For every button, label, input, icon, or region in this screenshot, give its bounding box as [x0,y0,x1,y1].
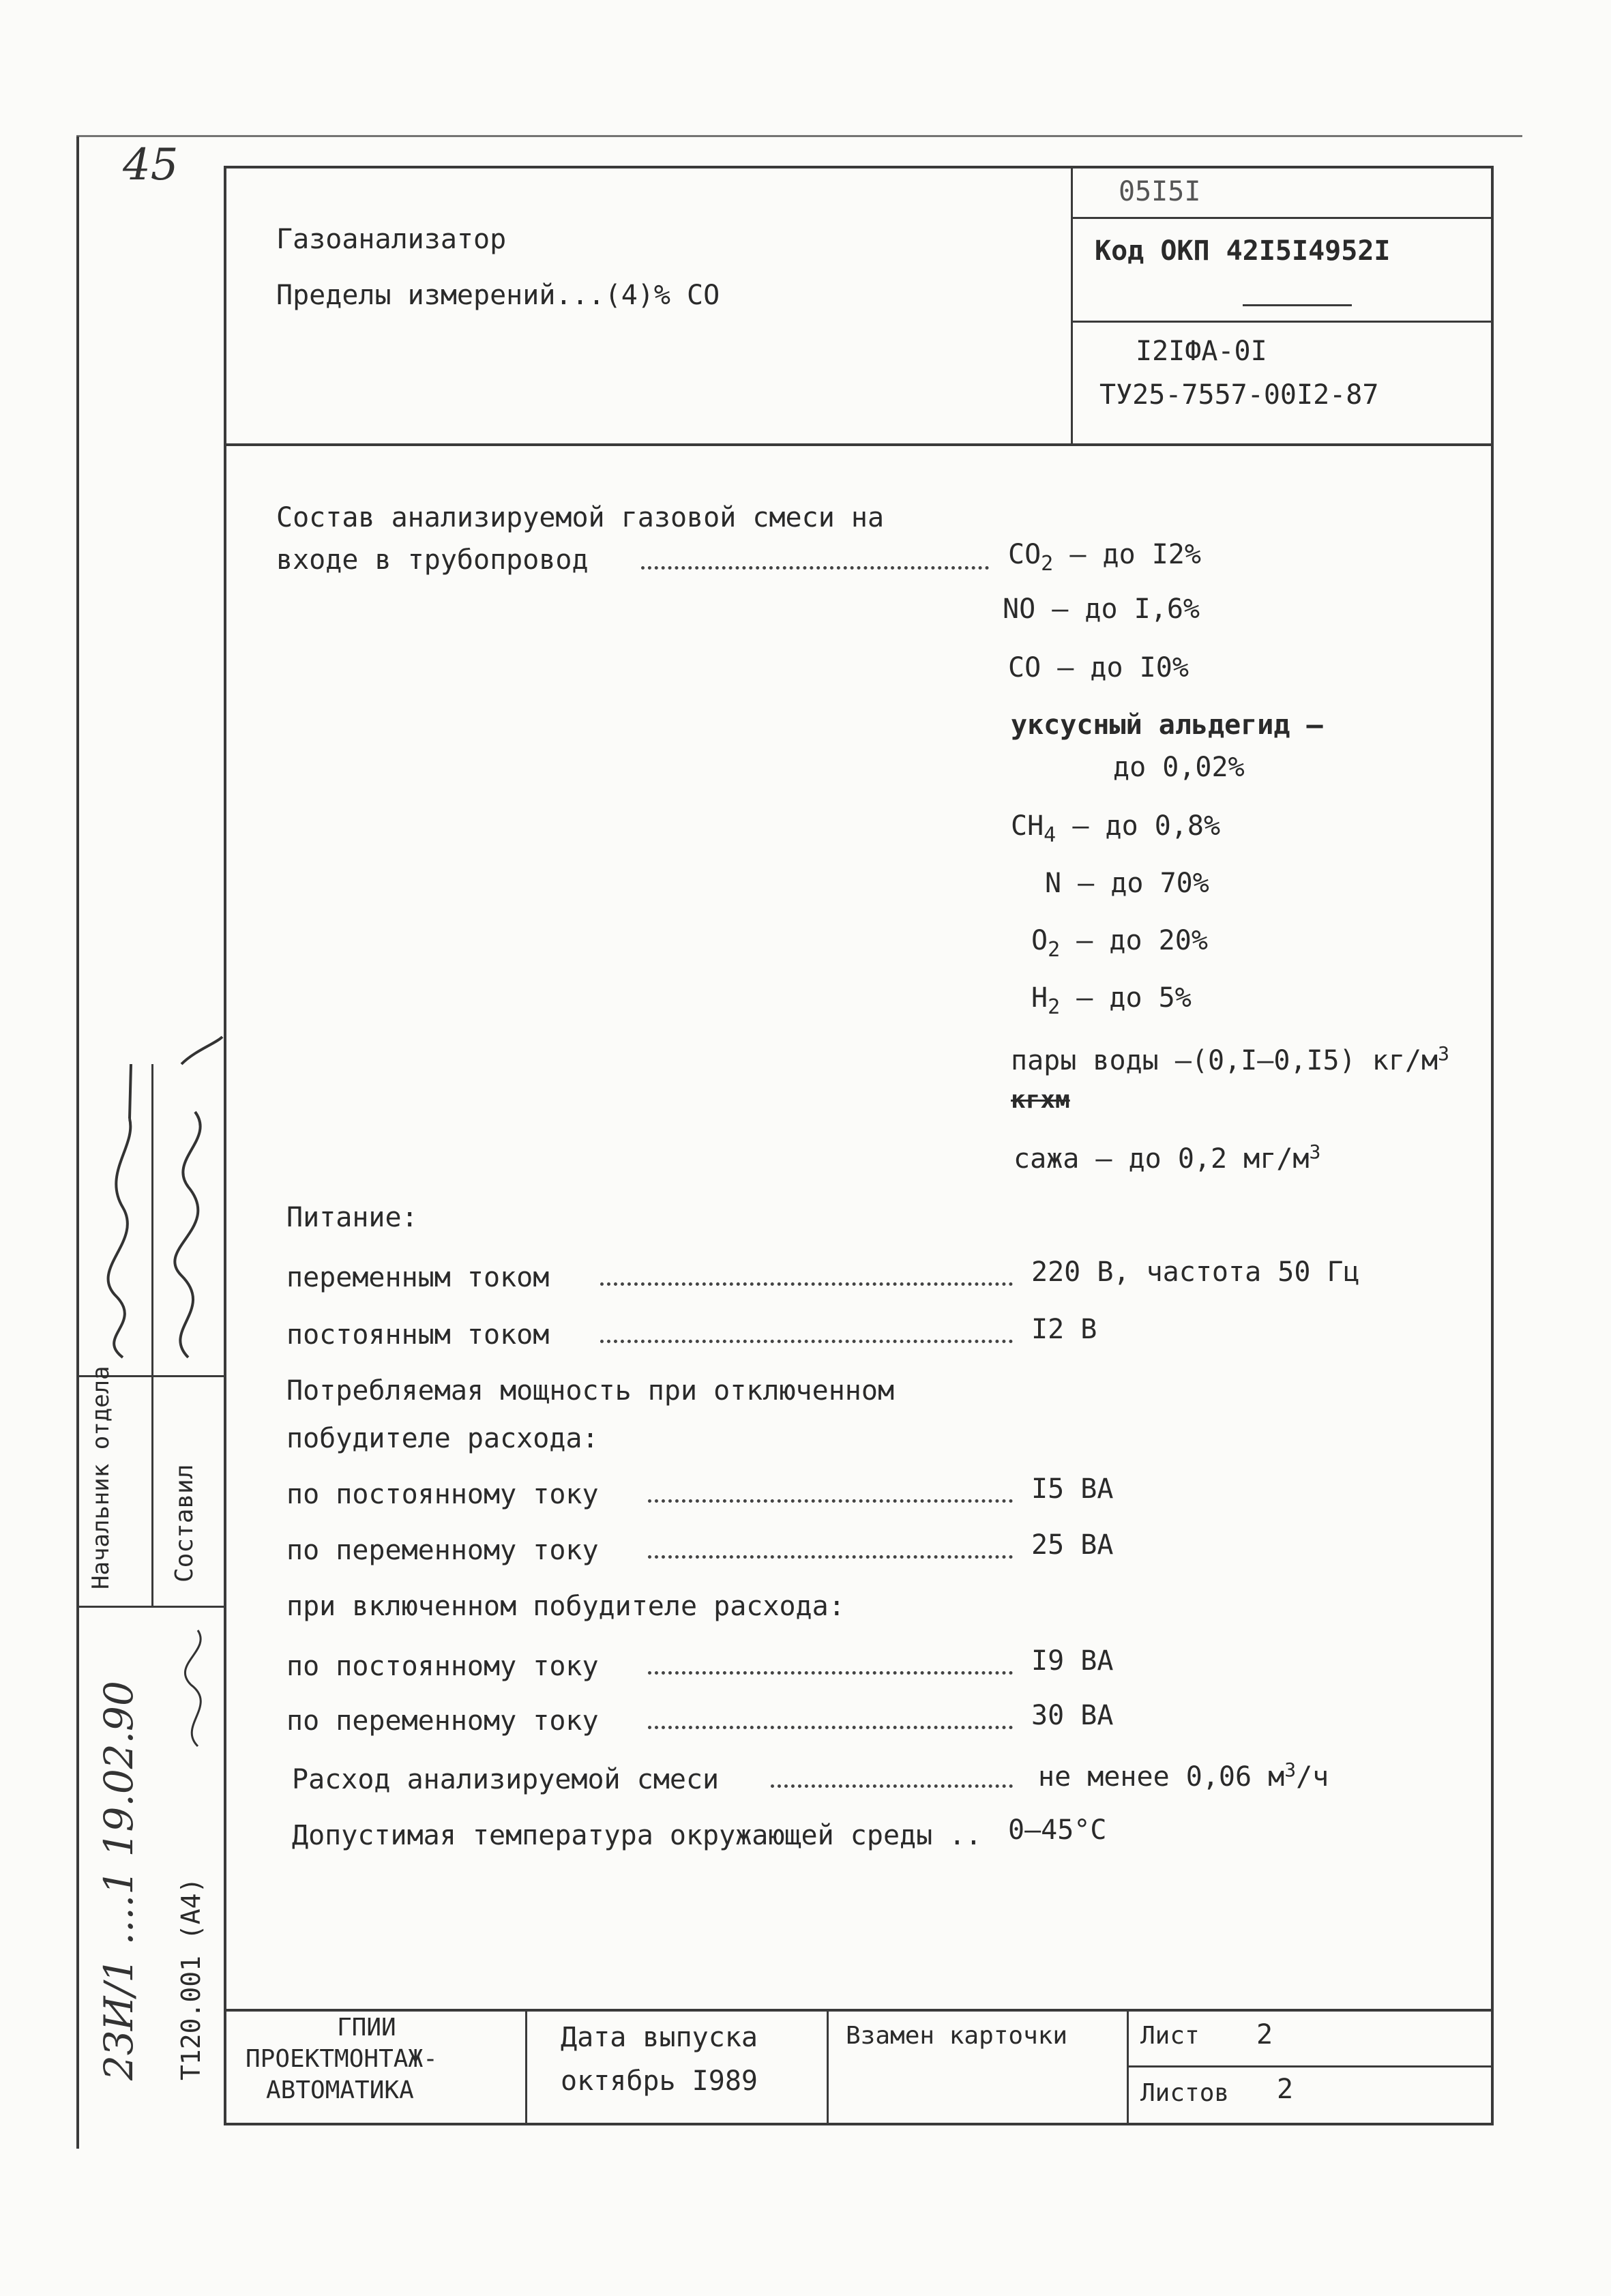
handwritten-page-number: 45 [123,140,179,190]
signature-author [154,1023,229,1364]
leader-dots [648,1671,1013,1675]
acetaldehyde-line-1: уксусный альдегид – [1011,709,1323,741]
replace-card-label: Взамен карточки [846,2022,1068,2050]
off-dc-label: по постоянному току [286,1479,599,1510]
off-ac-label: по переменному току [286,1535,599,1566]
o2-line: $О_2$ – до 20% [1031,925,1208,962]
leader-dots [648,1499,1013,1503]
author-label: Составил [171,1464,198,1583]
on-title: при включенном побудителе расхода: [286,1591,845,1622]
ac-value: 220 В, частота 50 Гц [1031,1256,1360,1288]
chief-label: Начальник отдела [87,1366,115,1589]
struck-text: кгхм [1011,1086,1070,1114]
power-title: Питание: [286,1202,418,1233]
leader-dots [600,1340,1013,1343]
signature-chief [82,1037,157,1364]
footer-col2 [827,2009,829,2125]
handwritten-document-number: 2ЗИ/1 ....1 19.02.90 [95,1681,142,2080]
leader-dots [771,1784,1013,1788]
okp-underline [1243,304,1352,306]
header-row2-line [1071,321,1494,323]
composition-intro-2: входе в трубопровод [276,544,589,576]
side-box-bottom [76,1606,225,1608]
off-dc-value: I5 ВА [1031,1473,1114,1505]
release-date-value: октябрь I989 [561,2065,758,2097]
form-code: Т120.001 (А4) [176,1877,206,2080]
ch4-line: $СН_4$ – до 0,8% [1011,810,1221,847]
footer-col1 [525,2009,527,2125]
on-dc-label: по постоянному току [286,1651,599,1682]
release-date-label: Дата выпуска [561,2022,758,2053]
dc-value: I2 В [1031,1314,1097,1345]
ac-label: переменным током [286,1262,550,1293]
n-line: N – до 70% [1045,868,1209,899]
top-edge-line [76,135,1522,137]
frame-top [224,166,1494,168]
measurement-range: Пределы измерений...(4)% СО [276,280,720,311]
leader-dots [648,1555,1013,1559]
leader-dots [641,566,989,570]
off-ac-value: 25 ВА [1031,1529,1114,1561]
co2-line: $СО_2$ – до I2% [1008,539,1201,576]
tu-number: ТУ25-7557-00I2-87 [1099,379,1379,411]
water-vapour-line: пары воды –(0,I–0,I5) $кг/м^3$ [1011,1042,1449,1076]
h2-line: $Н_2$ – до 5% [1031,982,1192,1019]
org-line-1: ГПИИ [337,2014,396,2042]
code-top: 05I5I [1119,176,1201,207]
leader-dots [648,1726,1013,1729]
signature-date [171,1623,225,1753]
sheet-value: 2 [1256,2019,1273,2050]
left-margin-line [76,136,79,2149]
consumption-title-2: побудителе расхода: [286,1423,599,1454]
frame-right [1491,166,1494,2125]
frame-bottom [224,2123,1494,2125]
leader-dots [600,1282,1013,1286]
footer-sheet-row [1127,2065,1494,2067]
footer-top-line [224,2009,1494,2012]
okp-code: Код ОКП 42I5I4952I [1095,235,1391,267]
sheets-label: Листов [1140,2079,1230,2107]
no-line: NO – до I,6% [1003,593,1200,625]
temperature-value: 0–45°С [1008,1814,1107,1846]
on-ac-value: 30 ВА [1031,1700,1114,1731]
header-bottom-line [224,443,1494,446]
composition-intro-1: Состав анализируемой газовой смеси на [276,502,885,533]
on-dc-value: I9 ВА [1031,1645,1114,1677]
soot-line: сажа – до 0,2 $мг/м^3$ [1014,1140,1321,1175]
acetaldehyde-line-2: до 0,02% [1113,752,1245,783]
product-name: Газоанализатор [276,224,507,255]
org-line-2: ПРОЕКТМОНТАЖ- [246,2045,438,2073]
model-number: I2IФА-0I [1136,336,1267,367]
on-ac-label: по переменному току [286,1705,599,1737]
sheets-value: 2 [1277,2074,1294,2105]
org-line-3: АВТОМАТИКА [266,2076,414,2104]
header-row1-line [1071,217,1494,219]
sheet-label: Лист [1140,2022,1200,2050]
consumption-title-1: Потребляемая мощность при отключенном [286,1375,895,1407]
temperature-label: Допустимая температура окружающей среды .. [292,1820,982,1851]
flow-label: Расход анализируемой смеси [292,1764,720,1795]
dc-label: постоянным током [286,1319,550,1351]
header-col-line [1071,166,1073,445]
co-line: СО – до I0% [1008,652,1189,683]
flow-value: не менее 0,06 $м^3/ч$ [1038,1758,1329,1793]
